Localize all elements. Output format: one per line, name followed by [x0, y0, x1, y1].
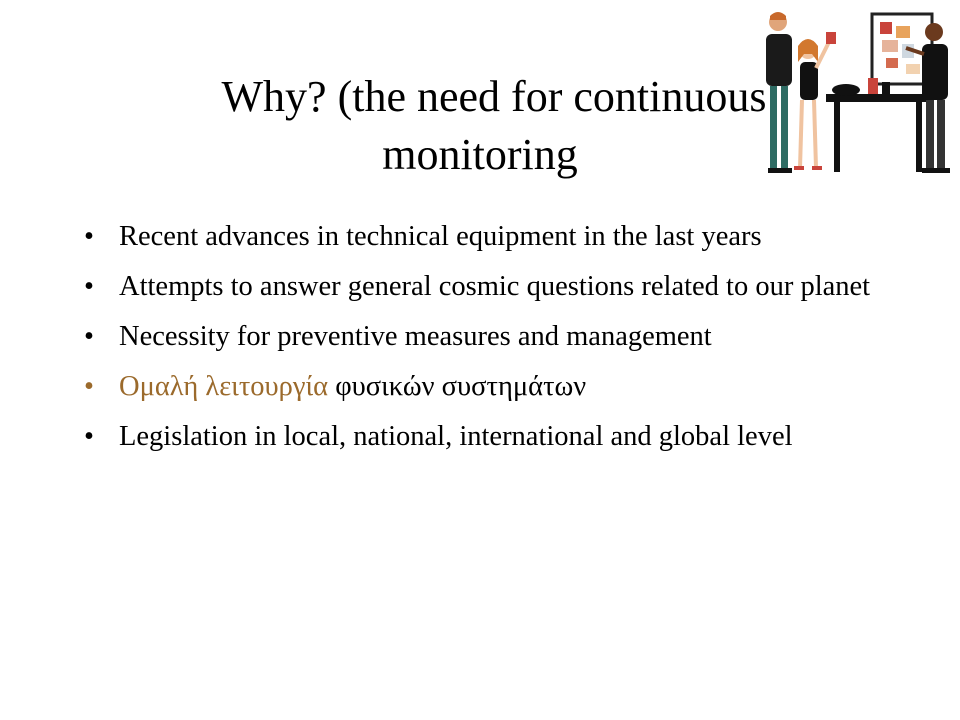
people-at-meeting-clipart: [756, 10, 960, 176]
bullet-marker: •: [84, 421, 94, 452]
bullet-text: Legislation in local, national, international and global level: [119, 421, 793, 452]
title-line-2: monitoring: [382, 130, 578, 179]
bullet-item: [84, 418, 914, 455]
bullet-item: [84, 368, 914, 405]
bullet-list: [84, 218, 914, 468]
title-line-1: Why? (the need for continuous: [221, 72, 767, 121]
bullet-marker: •: [84, 271, 94, 302]
bullet-marker: •: [84, 221, 94, 252]
bullet-item: [84, 268, 914, 305]
bullet-text: Necessity for preventive measures and management: [119, 321, 712, 352]
bullet-marker: •: [84, 371, 94, 402]
bullet-item: [84, 218, 914, 255]
bullet-text: φυσικών συστημάτων: [328, 371, 587, 402]
bullet-marker: •: [84, 321, 94, 352]
bullet-text: Attempts to answer general cosmic questions related to our planet: [119, 271, 871, 302]
bullet-item: [84, 318, 914, 355]
bullet-text: Recent advances in technical equipment in the last years: [119, 221, 762, 252]
bullet-accent-text: Ομαλή λειτουργία: [119, 371, 329, 402]
